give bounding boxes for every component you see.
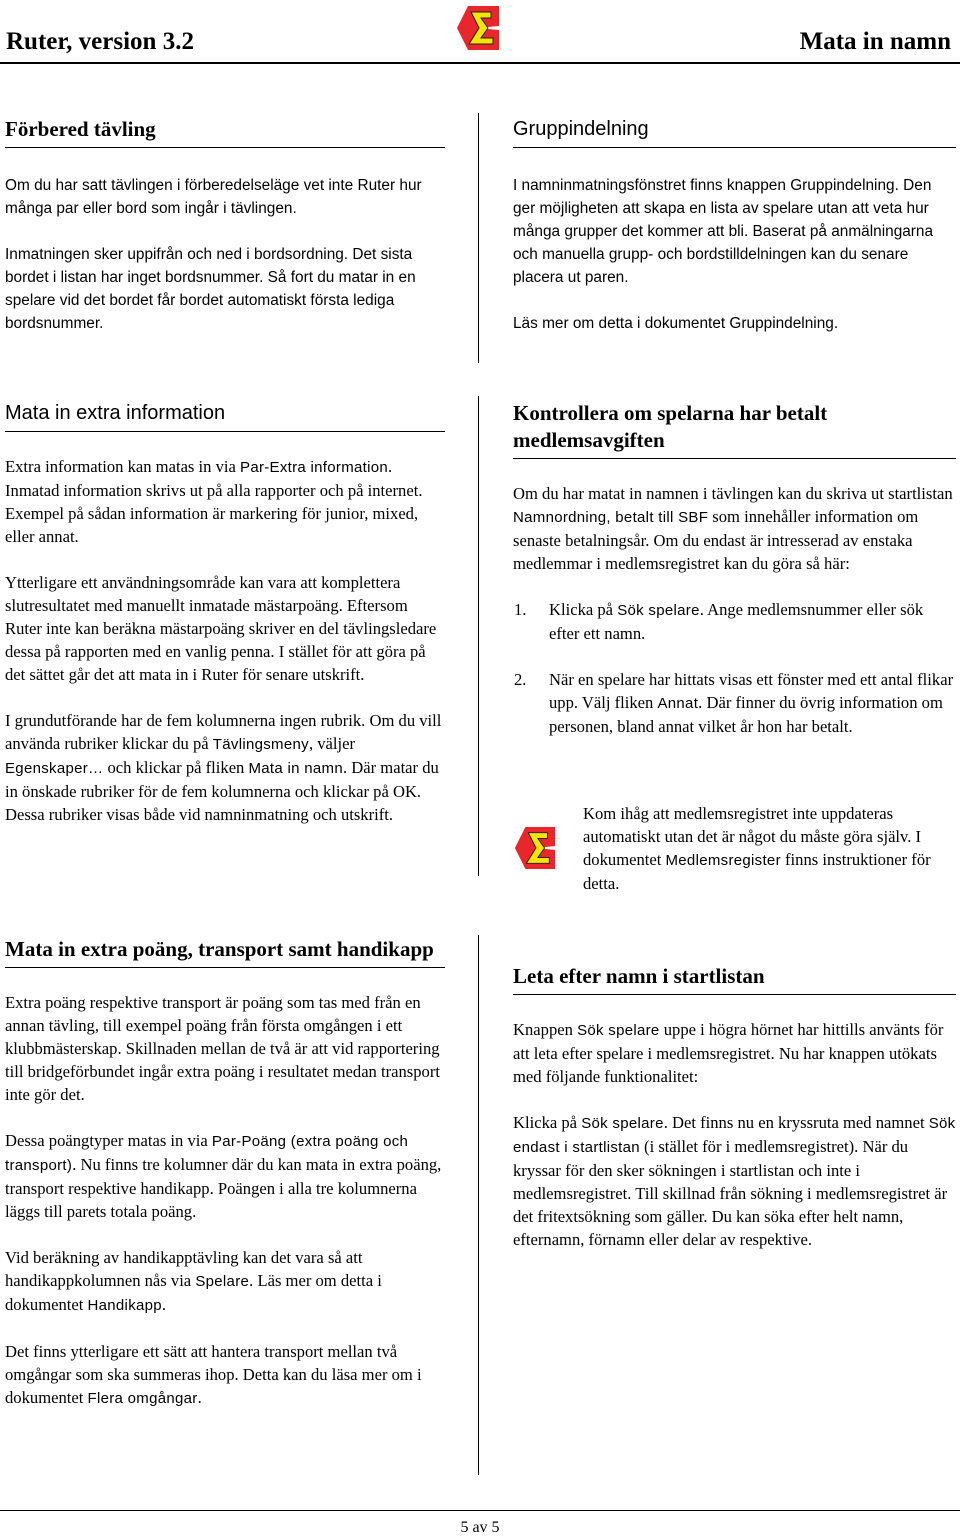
ui-term: Sök spelare — [617, 602, 700, 619]
section-extra-information — [5, 400, 445, 826]
paragraph: Det finns ytterligare ett sätt att hantera transport mellan två omgångar som ska summeras ihop. Detta kan du läsa mer om i dokumentet Flera omgångar. — [5, 1342, 422, 1407]
footer-rule — [0, 1510, 960, 1511]
ui-term: Tävlingsmeny — [212, 736, 309, 753]
ui-term: Mata in namn — [248, 760, 343, 777]
paragraph: Inmatningen sker uppifrån och ned i bordsordning. Det sista bordet i listan har inget bordsnummer. Så fort du matar in en spelare vid det bordet får bordet automatiskt första lediga bordsnummer. — [5, 246, 416, 332]
ui-term: Sök spelare — [581, 1115, 664, 1132]
paragraph: Dessa poängtyper matas in via Par-Poäng (extra poäng och transport). Nu finns tre kolumner där du kan mata in extra poäng, transport respektive handikapp. Poängen i alla tre kolumnerna läggs till parets totala poäng. — [5, 1131, 442, 1221]
section-title: Mata in namn — [799, 28, 951, 55]
heading-forbered: Förbered tävling — [5, 116, 445, 148]
ui-term: Namnordning, betalt till SBF — [513, 509, 709, 526]
heading-leta: Leta efter namn i startlistan — [513, 963, 956, 995]
ui-term: Egenskaper… — [5, 760, 104, 777]
paragraph: Om du har satt tävlingen i förberedelseläge vet inte Ruter hur många par eller bord som ingår i tävlingen. — [5, 177, 422, 217]
page-number: 5 av 5 — [460, 1519, 500, 1536]
section-forbered — [5, 116, 445, 335]
sigma-note-icon — [513, 824, 557, 872]
ui-term: Sök endast i startlistan — [513, 1115, 956, 1156]
ui-term: Par-Poäng (extra poäng och transport) — [5, 1133, 409, 1174]
ui-term: Flera omgångar — [87, 1390, 198, 1407]
heading-extra-information: Mata in extra information — [5, 400, 445, 432]
column-divider — [478, 113, 479, 363]
paragraph: Extra poäng respektive transport är poäng som tas med från en annan tävling, till exempel poäng från första omgången i ett klubbmästerskap. Skillnaden mellan de två är att vid rapportering till bridgeförbundet ingår extra poäng i resultatet medan transport inte gör det. — [5, 993, 440, 1104]
heading-gruppindelning: Gruppindelning — [513, 116, 956, 148]
paragraph: Ytterligare ett användningsområde kan vara att komplettera slutresultatet med manuellt inmatade mästarpoäng. Eftersom Ruter inte kan beräkna mästarpoäng skriver en del tävlingsledare dessa på rapporten med en vanlig penna. I stället för att göra på det sättet går det att mata in i Ruter för senare utskrift. — [5, 573, 437, 684]
paragraph: I namninmatningsfönstret finns knappen Gruppindelning. Den ger möjligheten att skapa en lista av spelare utan att veta hur många grupper det kommer att bli. Baserat på anmälningarna och manuella grupp- och bordstilldelningen kan du senare placera ut paren. — [513, 177, 934, 286]
list-item: 1. Klicka på Sök spelare. Ange medlemsnummer eller sök efter ett namn. — [514, 600, 924, 643]
ui-term: Sök spelare — [577, 1022, 660, 1039]
list-item: 2. När en spelare har hittats visas ett fönster med ett antal flikar upp. Välj fliken Annat. Där finner du övrig information om personen, bland annat vilket år hon har betalt. — [514, 670, 954, 736]
paragraph: Vid beräkning av handikapptävling kan det vara så att handikappkolumnen nås via Spelare. Läs mer om detta i dokumentet Handikapp. — [5, 1248, 382, 1314]
doc-title: Ruter, version 3.2 — [6, 28, 194, 55]
section-leta — [513, 963, 956, 1251]
column-divider — [478, 935, 479, 1475]
ui-term: Annat — [657, 695, 699, 712]
paragraph: Knappen Sök spelare uppe i högra hörnet har hittills använts för att leta efter spelare i medlemsregistret. Nu har knappen utökats med följande funktionalitet: — [513, 1020, 944, 1086]
section-kontrollera — [513, 400, 956, 738]
section-extra-poang — [5, 936, 445, 1410]
heading-extra-poang: Mata in extra poäng, transport samt handikapp — [5, 936, 445, 968]
column-divider — [478, 396, 479, 876]
section-gruppindelning — [513, 116, 956, 335]
header-rule — [0, 62, 960, 64]
paragraph: Läs mer om detta i dokumentet Gruppindelning. — [513, 315, 839, 332]
heading-kontrollera: Kontrollera om spelarna har betalt medlemsavgiften — [513, 400, 956, 459]
ui-term: Handikapp — [87, 1297, 162, 1314]
steps-list — [513, 598, 956, 738]
paragraph: Klicka på Sök spelare. Det finns nu en kryssruta med namnet Sök endast i startlistan (i stället för i medlemsregistret). När du kryssar för den sker sökningen i startlistan och inte i medlemsregistret. Till skillnad från sökning i medlemsregistret är det fritextsökning som gäller. Du kan söka efter helt namn, efternamn, förnamn eller delar av respektive. — [513, 1113, 956, 1249]
paragraph: I grundutförande har de fem kolumnerna ingen rubrik. Om du vill använda rubriker klickar du på Tävlingsmeny, väljer Egenskaper… och klickar på fliken Mata in namn. Där matar du in önskade rubriker för de fem kolumnerna och klickar på OK. Dessa rubriker visas både vid namninmatning och utskrift. — [5, 711, 442, 824]
ui-term: Medlemsregister — [665, 852, 781, 869]
ui-term: Spelare — [195, 1273, 250, 1290]
ui-term: Par-Extra information — [240, 459, 389, 476]
sigma-logo-icon — [455, 4, 501, 52]
note-paragraph: Kom ihåg att medlemsregistret inte uppdateras automatiskt utan det är något du måste göra själv. I dokumentet Medlemsregister finns instruktioner för detta. — [583, 804, 931, 893]
paragraph: Extra information kan matas in via Par-Extra information. Inmatad information skrivs ut på alla rapporter och på internet. Exempel på sådan information är markering för junior, mixed, eller annat. — [5, 457, 423, 546]
paragraph: Om du har matat in namnen i tävlingen kan du skriva ut startlistan Namnordning, betalt till SBF som innehåller information om senaste betalningsår. Om du endast är intresserad av enstaka medlemmar i medlemsregistret kan du göra så här: — [513, 484, 953, 573]
